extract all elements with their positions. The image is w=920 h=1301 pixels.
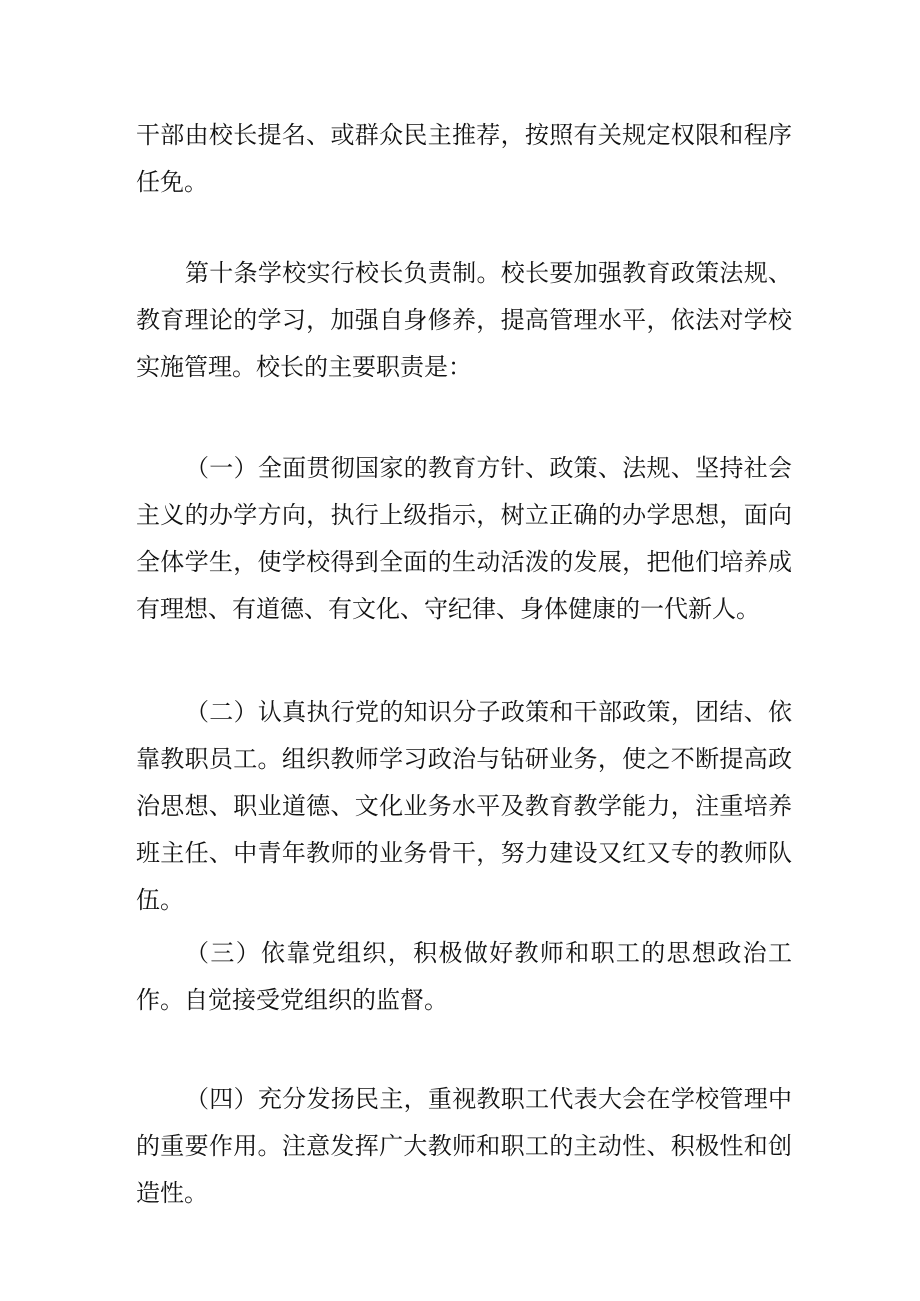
paragraph-duty-1: （一）全面贯彻国家的教育方针、政策、法规、坚持社会主义的办学方向，执行上级指示，树立正确的办学思想，面向全体学生，使学校得到全面的生动活泼的发展，把他们培养成有理想、有道德、有文化、守纪律、身体健康的一代新人。 — [136, 454, 792, 623]
paragraph-continuation: 干部由校长提名、或群众民主推荐，按照有关规定权限和程序任免。 — [136, 121, 792, 196]
paragraph-article-10: 第十条学校实行校长负责制。校长要加强教育政策法规、教育理论的学习，加强自身修养，提高管理水平，依法对学校实施管理。校长的主要职责是： — [136, 259, 792, 381]
paragraph-duty-4: （四）充分发扬民主，重视教职工代表大会在学校管理中的重要作用。注意发挥广大教师和职工的主动性、积极性和创造性。 — [136, 1085, 792, 1207]
paragraph-duty-2: （二）认真执行党的知识分子政策和干部政策，团结、依靠教职员工。组织教师学习政治与钻研业务，使之不断提高政治思想、职业道德、文化业务水平及教育教学能力，注重培养班主任、中青年教师的业务骨干，努力建设又红又专的教师队伍。 — [136, 698, 792, 914]
paragraph-duty-3: （三）依靠党组织，积极做好教师和职工的思想政治工作。自觉接受党组织的监督。 — [136, 939, 792, 1014]
